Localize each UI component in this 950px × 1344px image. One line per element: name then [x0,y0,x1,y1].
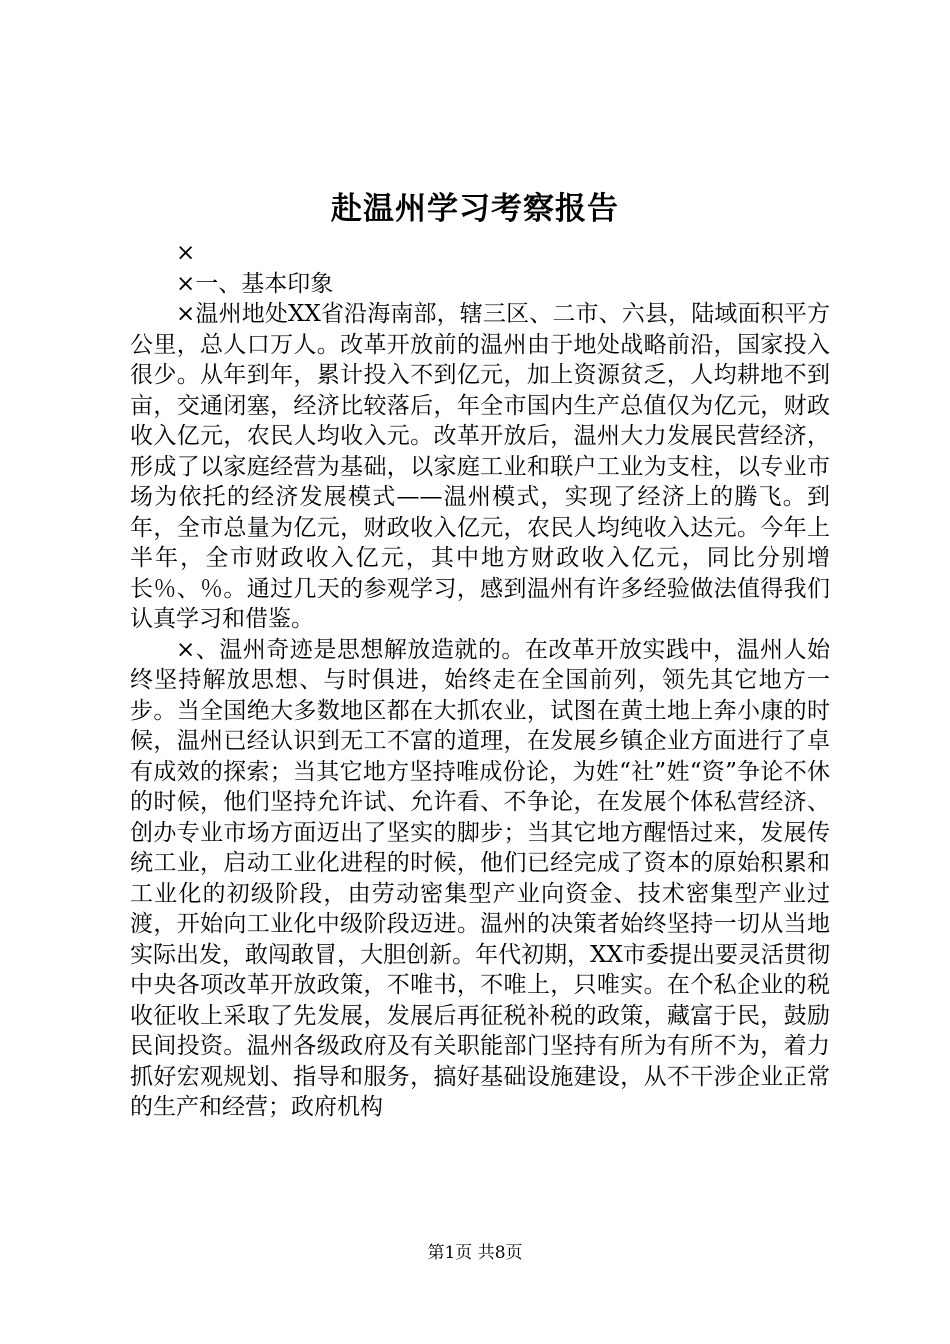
paragraph-marker: × [176,240,196,266]
paragraph-thought-liberation: ×、温州奇迹是思想解放造就的。在改革开放实践中，温州人始终坚持解放思想、与时俱进，始终走在全国前列，领先其它地方一步。当全国绝大多数地区都在大抓农业，试图在黄土地上奔小康的时候，温州已经认识到无工不富的道理，在发展乡镇企业方面进行了卓有成效的探索；当其它地方坚持唯成份论，为姓“社”姓“资”争论不休的时候，他们坚持允许试、允许看、不争论，在发展个体私营经济、创办专业市场方面迈出了坚实的脚步；当其它地方醒悟过来，发展传统工业，启动工业化进程的时候，他们已经完成了资本的原始积累和工业化的初级阶段，由劳动密集型产业向资金、技术密集型产业过渡，开始向工业化中级阶段迈进。温州的决策者始终坚持一切从当地实际出发，敢闯敢冒，大胆创新。年代初期，XX市委提出要灵活贯彻中央各项改革开放政策，不唯书，不唯上，只唯实。在个私企业的税收征收上采取了先发展，发展后再征税补税的政策，藏富于民，鼓励民间投资。温州各级政府及有关职能部门坚持有所为有所不为，着力抓好宏观规划、指导和服务，搞好基础设施建设，从不干涉企业正常的生产和经营；政府机构 [130,636,830,1120]
document-body [130,238,830,1123]
document-title: 赴温州学习考察报告 [331,191,619,227]
paragraph-basic-impression: ×温州地处XX省沿海南部，辖三区、二市、六县，陆域面积平方公里，总人口万人。改革开放前的温州由于地处战略前沿，国家投入很少。从年到年，累计投入不到亿元，加上资源贫乏，人均耕地不到亩，交通闭塞，经济比较落后，年全市国内生产总值仅为亿元，财政收入亿元，农民人均收入元。改革开放后，温州大力发展民营经济，形成了以家庭经营为基础，以家庭工业和联户工业为支柱，以专业市场为依托的经济发展模式——温州模式，实现了经济上的腾飞。到年，全市总量为亿元，财政收入亿元，农民人均纯收入达元。今年上半年，全市财政收入亿元，其中地方财政收入亿元，同比分别增长％、％。通过几天的参观学习，感到温州有许多经验做法值得我们认真学习和借鉴。 [130,301,830,632]
section-heading: ×一、基本印象 [176,270,334,297]
page-footer: 第1页 共8页 [427,1243,523,1263]
